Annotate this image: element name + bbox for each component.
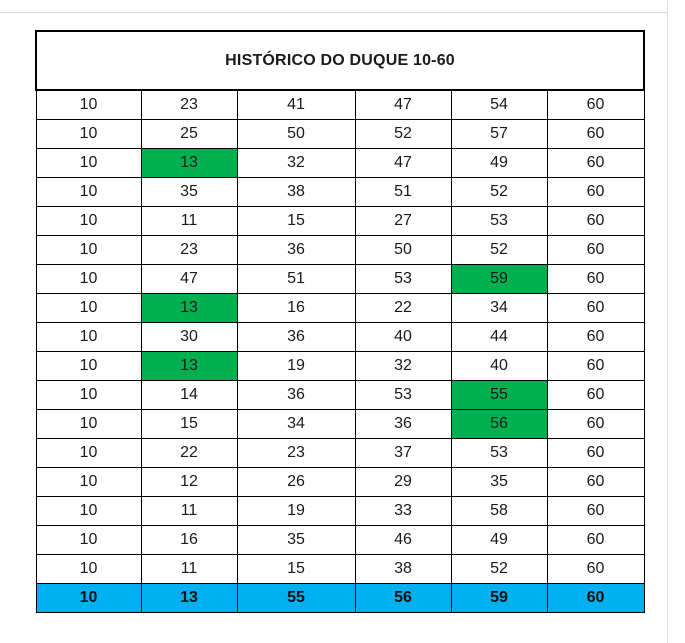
table-row	[36, 236, 644, 265]
table-row	[36, 207, 644, 236]
table-cell[interactable]: 10	[36, 323, 141, 352]
table-cell[interactable]: 36	[237, 323, 355, 352]
table-cell[interactable]: 35	[451, 468, 547, 497]
table-cell[interactable]: 34	[237, 410, 355, 439]
table-cell[interactable]: 58	[451, 497, 547, 526]
table-cell[interactable]: 23	[237, 439, 355, 468]
table-cell[interactable]: 53	[451, 439, 547, 468]
table-cell[interactable]: 16	[141, 526, 237, 555]
table-cell-highlighted[interactable]: 59	[451, 265, 547, 294]
table-cell[interactable]: 60	[547, 178, 644, 207]
table-cell[interactable]: 60	[547, 439, 644, 468]
table-cell[interactable]: 60	[547, 120, 644, 149]
table-row	[36, 265, 644, 294]
table-cell[interactable]: 10	[36, 265, 141, 294]
table-title: HISTÓRICO DO DUQUE 10-60	[36, 31, 644, 90]
table-cell[interactable]: 51	[355, 178, 451, 207]
table-row	[36, 149, 644, 178]
table-cell[interactable]: 60	[547, 555, 644, 584]
table-cell[interactable]: 57	[451, 120, 547, 149]
table-cell[interactable]: 10	[36, 468, 141, 497]
table-cell[interactable]: 52	[355, 120, 451, 149]
table-cell[interactable]: 35	[141, 178, 237, 207]
table-row	[36, 90, 644, 120]
table-cell[interactable]: 49	[451, 526, 547, 555]
table-cell-highlighted[interactable]: 13	[141, 352, 237, 381]
table-cell[interactable]: 10	[36, 439, 141, 468]
table-row	[36, 323, 644, 352]
table-cell[interactable]: 33	[355, 497, 451, 526]
table-cell[interactable]: 10	[36, 410, 141, 439]
table-cell[interactable]: 50	[355, 236, 451, 265]
table-cell[interactable]: 19	[237, 497, 355, 526]
table-row	[36, 555, 644, 584]
table-cell[interactable]: 22	[355, 294, 451, 323]
table-cell[interactable]: 52	[451, 236, 547, 265]
table-cell[interactable]: 52	[451, 178, 547, 207]
table-cell[interactable]: 30	[141, 323, 237, 352]
table-cell-highlighted[interactable]: 55	[451, 381, 547, 410]
summary-cell[interactable]: 13	[141, 584, 237, 613]
table-cell[interactable]: 37	[355, 439, 451, 468]
table-cell[interactable]: 16	[237, 294, 355, 323]
summary-cell[interactable]: 59	[451, 584, 547, 613]
summary-cell[interactable]: 56	[355, 584, 451, 613]
table-cell[interactable]: 32	[237, 149, 355, 178]
table-cell[interactable]: 26	[237, 468, 355, 497]
table-cell[interactable]: 10	[36, 526, 141, 555]
table-cell[interactable]: 40	[451, 352, 547, 381]
table-cell[interactable]: 52	[451, 555, 547, 584]
table-cell[interactable]: 47	[355, 149, 451, 178]
table-cell-highlighted[interactable]: 56	[451, 410, 547, 439]
table-row	[36, 120, 644, 149]
table-cell[interactable]: 35	[237, 526, 355, 555]
table-cell[interactable]: 10	[36, 178, 141, 207]
table-cell[interactable]: 51	[237, 265, 355, 294]
table-cell[interactable]: 10	[36, 352, 141, 381]
table-cell[interactable]: 10	[36, 149, 141, 178]
table-row	[36, 439, 644, 468]
sheet-gridline-right	[667, 0, 668, 643]
table-cell[interactable]: 15	[141, 410, 237, 439]
table-cell[interactable]: 60	[547, 410, 644, 439]
table-row	[36, 381, 644, 410]
table-cell[interactable]: 22	[141, 439, 237, 468]
table-cell[interactable]: 47	[141, 265, 237, 294]
table-cell[interactable]: 47	[355, 90, 451, 120]
table-cell[interactable]: 11	[141, 207, 237, 236]
table-cell[interactable]: 40	[355, 323, 451, 352]
table-cell[interactable]: 34	[451, 294, 547, 323]
table-cell-highlighted[interactable]: 13	[141, 294, 237, 323]
table-cell[interactable]: 29	[355, 468, 451, 497]
table-cell[interactable]: 50	[237, 120, 355, 149]
table-cell[interactable]: 60	[547, 207, 644, 236]
table-cell[interactable]: 36	[237, 381, 355, 410]
table-cell[interactable]: 41	[237, 90, 355, 120]
table-cell[interactable]: 25	[141, 120, 237, 149]
table-row	[36, 468, 644, 497]
table-row	[36, 410, 644, 439]
table-cell[interactable]: 60	[547, 149, 644, 178]
table-cell[interactable]: 60	[547, 352, 644, 381]
table-cell[interactable]: 53	[451, 207, 547, 236]
table-cell[interactable]: 60	[547, 381, 644, 410]
table-cell[interactable]: 54	[451, 90, 547, 120]
summary-cell[interactable]: 55	[237, 584, 355, 613]
table-cell[interactable]: 10	[36, 236, 141, 265]
table-cell[interactable]: 32	[355, 352, 451, 381]
table-cell[interactable]: 23	[141, 90, 237, 120]
table-cell[interactable]: 11	[141, 497, 237, 526]
table-cell[interactable]: 60	[547, 236, 644, 265]
table-cell[interactable]: 60	[547, 90, 644, 120]
table-cell-highlighted[interactable]: 13	[141, 149, 237, 178]
table-cell[interactable]: 60	[547, 265, 644, 294]
table-cell[interactable]: 10	[36, 555, 141, 584]
table-cell[interactable]: 14	[141, 381, 237, 410]
table-cell[interactable]: 53	[355, 265, 451, 294]
sheet-gridline-top	[0, 12, 668, 13]
table-row	[36, 526, 644, 555]
table-cell[interactable]: 15	[237, 207, 355, 236]
table-cell[interactable]: 36	[237, 236, 355, 265]
table-cell[interactable]: 60	[547, 497, 644, 526]
table-row	[36, 294, 644, 323]
table-cell[interactable]: 12	[141, 468, 237, 497]
table-cell[interactable]: 10	[36, 381, 141, 410]
table-cell[interactable]: 10	[36, 90, 141, 120]
table-row	[36, 497, 644, 526]
table-cell[interactable]: 15	[237, 555, 355, 584]
table-cell[interactable]: 60	[547, 323, 644, 352]
table-body	[36, 90, 644, 584]
table-cell[interactable]: 23	[141, 236, 237, 265]
table-cell[interactable]: 11	[141, 555, 237, 584]
table-cell[interactable]: 60	[547, 468, 644, 497]
table-cell[interactable]: 36	[355, 410, 451, 439]
table-cell[interactable]: 53	[355, 381, 451, 410]
table-cell[interactable]: 10	[36, 120, 141, 149]
table-cell[interactable]: 10	[36, 294, 141, 323]
summary-row	[36, 584, 644, 613]
summary-cell[interactable]: 60	[547, 584, 644, 613]
table-cell[interactable]: 44	[451, 323, 547, 352]
table-cell[interactable]: 19	[237, 352, 355, 381]
table-cell[interactable]: 27	[355, 207, 451, 236]
table-cell[interactable]: 10	[36, 207, 141, 236]
table-cell[interactable]: 49	[451, 149, 547, 178]
table-cell[interactable]: 10	[36, 497, 141, 526]
table-cell[interactable]: 46	[355, 526, 451, 555]
table-row	[36, 178, 644, 207]
table-cell[interactable]: 60	[547, 294, 644, 323]
table-cell[interactable]: 38	[355, 555, 451, 584]
results-table	[35, 30, 645, 613]
table-cell[interactable]: 60	[547, 526, 644, 555]
summary-cell[interactable]: 10	[36, 584, 141, 613]
table-cell[interactable]: 38	[237, 178, 355, 207]
table-row	[36, 352, 644, 381]
